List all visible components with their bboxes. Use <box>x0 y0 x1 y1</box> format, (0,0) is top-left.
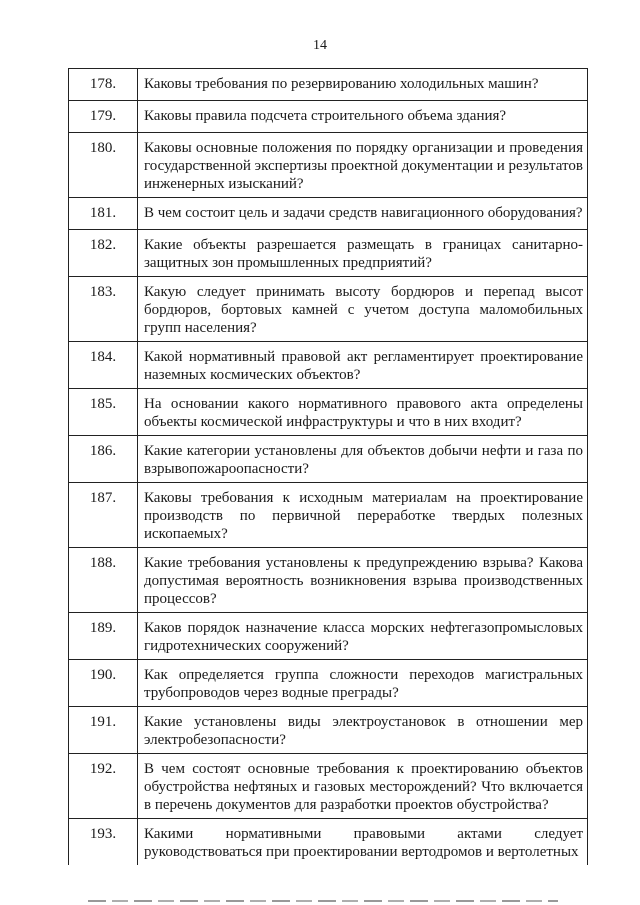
question-number: 184. <box>69 342 138 389</box>
question-text: Какие категории установлены для объектов добычи нефти и газа по взрывопожароопасности? <box>138 436 588 483</box>
table-row <box>69 101 588 133</box>
question-text: Каков порядок назначение класса морских нефтегазопромысловых гидротехнических сооружений? <box>138 613 588 660</box>
question-number: 188. <box>69 548 138 613</box>
question-text: Как определяется группа сложности переходов магистральных трубопроводов через водные преграды? <box>138 660 588 707</box>
question-number: 179. <box>69 101 138 133</box>
question-number: 190. <box>69 660 138 707</box>
table-row <box>69 548 588 613</box>
question-number: 192. <box>69 754 138 819</box>
scan-edge-artifact <box>88 900 558 902</box>
question-text: Каковы правила подсчета строительного объема здания? <box>138 101 588 133</box>
question-number: 182. <box>69 230 138 277</box>
question-number: 191. <box>69 707 138 754</box>
question-number: 183. <box>69 277 138 342</box>
question-number: 186. <box>69 436 138 483</box>
question-text: В чем состоят основные требования к проектированию объектов обустройства нефтяных и газовых месторождений? Что включается в перечень документов для разработки проектов обустройства? <box>138 754 588 819</box>
question-text: Какими нормативными правовыми актами следует руководствоваться при проектировании вертодромов и вертолетных <box>138 819 588 866</box>
question-number: 178. <box>69 69 138 101</box>
table-row <box>69 613 588 660</box>
question-text: Какие требования установлены к предупреждению взрыва? Какова допустимая вероятность возникновения взрыва производственных процессов? <box>138 548 588 613</box>
question-number: 180. <box>69 133 138 198</box>
table-row <box>69 660 588 707</box>
table-row <box>69 230 588 277</box>
table-row <box>69 277 588 342</box>
question-text: Какой нормативный правовой акт регламентирует проектирование наземных космических объектов? <box>138 342 588 389</box>
table-row <box>69 389 588 436</box>
table-row <box>69 198 588 230</box>
question-number: 187. <box>69 483 138 548</box>
question-number: 181. <box>69 198 138 230</box>
question-number: 193. <box>69 819 138 866</box>
question-number: 185. <box>69 389 138 436</box>
table-row <box>69 754 588 819</box>
table-row <box>69 707 588 754</box>
question-text: Какие объекты разрешается размещать в границах санитарно-защитных зон промышленных предприятий? <box>138 230 588 277</box>
table-row <box>69 69 588 101</box>
questions-table <box>68 68 588 865</box>
question-text: В чем состоит цель и задачи средств навигационного оборудования? <box>138 198 588 230</box>
question-number: 189. <box>69 613 138 660</box>
table-row <box>69 436 588 483</box>
question-text: Какую следует принимать высоту бордюров и перепад высот бордюров, бортовых камней с учетом доступа маломобильных групп населения? <box>138 277 588 342</box>
question-text: Каковы требования по резервированию холодильных машин? <box>138 69 588 101</box>
question-text: На основании какого нормативного правового акта определены объекты космической инфраструктуры и что в них входит? <box>138 389 588 436</box>
page-number: 14 <box>313 38 327 53</box>
question-text: Каковы основные положения по порядку организации и проведения государственной экспертизы проектной документации и результатов инженерных изысканий? <box>138 133 588 198</box>
question-text: Какие установлены виды электроустановок в отношении мер электробезопасности? <box>138 707 588 754</box>
table-row <box>69 133 588 198</box>
table-row <box>69 342 588 389</box>
question-text: Каковы требования к исходным материалам на проектирование производств по первичной переработке твердых полезных ископаемых? <box>138 483 588 548</box>
table-row <box>69 819 588 866</box>
table-row <box>69 483 588 548</box>
